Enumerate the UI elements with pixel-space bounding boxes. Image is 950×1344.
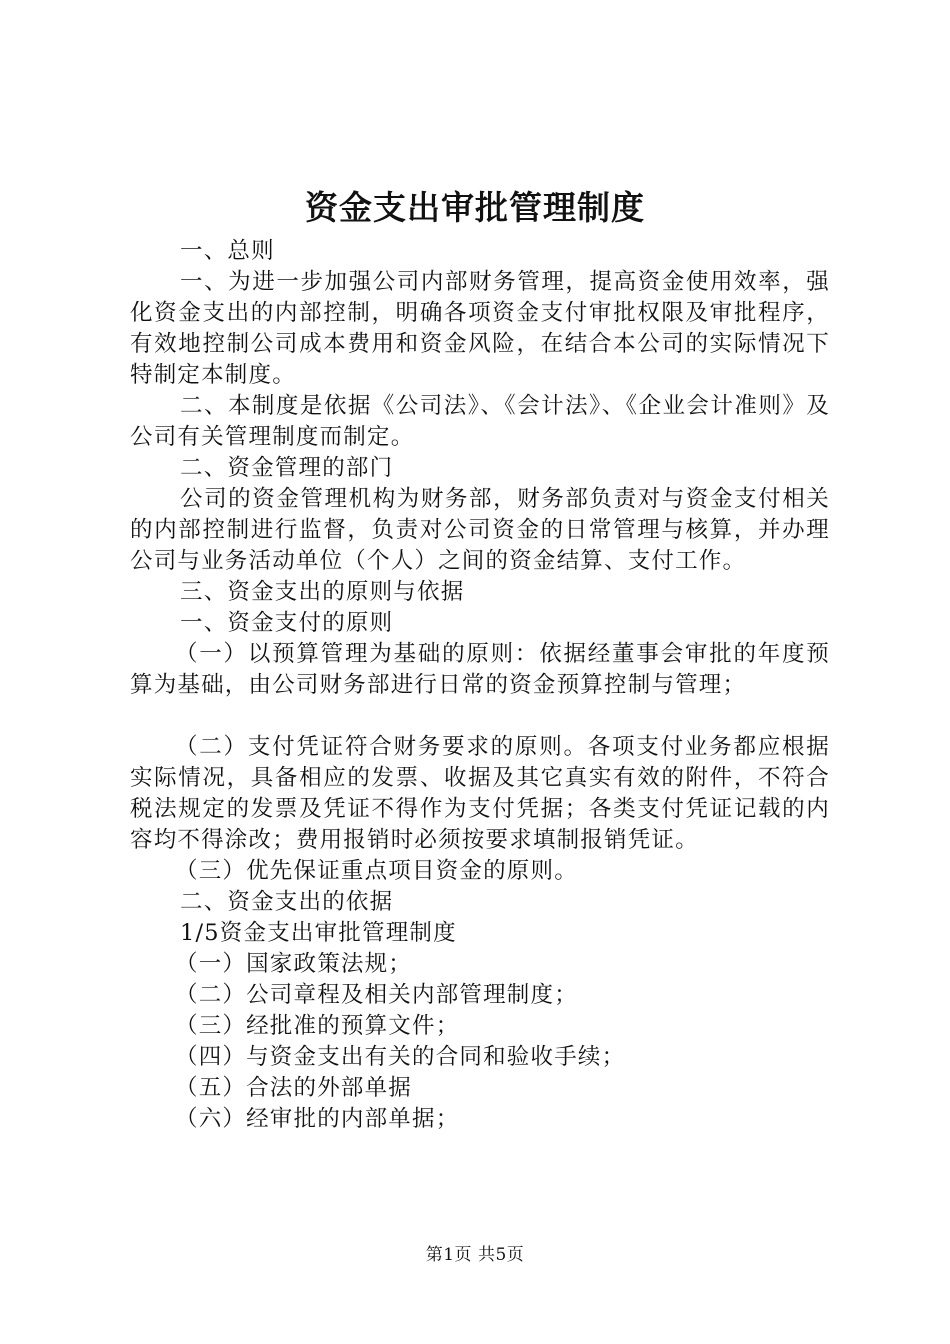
blank-line	[130, 701, 830, 732]
list-item: （二）公司章程及相关内部管理制度；	[175, 982, 578, 1008]
document-title: 资金支出审批管理制度	[305, 188, 645, 227]
document-body	[130, 236, 830, 1135]
section-heading: 一、总则	[180, 238, 275, 264]
paragraph: 二、本制度是依据《公司法》、《会计法》、《企业会计准则》及公司有关管理制度而制定。	[130, 393, 830, 450]
paragraph: （三）优先保证重点项目资金的原则。	[175, 858, 578, 884]
section-heading: 二、资金管理的部门	[180, 455, 394, 481]
paragraph: 一、为进一步加强公司内部财务管理，提高资金使用效率，强化资金支出的内部控制，明确各项资金支付审批权限及审批程序，有效地控制公司成本费用和资金风险，在结合本公司的实际情况下特制定本制度。	[130, 269, 830, 388]
list-item: （一）国家政策法规；	[175, 951, 413, 977]
paragraph: 公司的资金管理机构为财务部，财务部负责对与资金支付相关的内部控制进行监督，负责对公司资金的日常管理与核算，并办理公司与业务活动单位（个人）之间的资金结算、支付工作。	[130, 486, 830, 574]
section-heading: 三、资金支出的原则与依据	[180, 579, 465, 605]
paragraph: 1/5资金支出审批管理制度	[180, 920, 457, 946]
list-item: （六）经审批的内部单据；	[175, 1106, 460, 1132]
paragraph: （一）以预算管理为基础的原则：依据经董事会审批的年度预算为基础，由公司财务部进行日常的资金预算控制与管理；	[130, 641, 830, 698]
list-item: （四）与资金支出有关的合同和验收手续；	[175, 1044, 626, 1070]
subsection-heading: 二、资金支出的依据	[180, 889, 394, 915]
list-item: （五）合法的外部单据	[175, 1075, 413, 1101]
subsection-heading: 一、资金支付的原则	[180, 610, 394, 636]
list-item: （三）经批准的预算文件；	[175, 1013, 460, 1039]
paragraph: （二）支付凭证符合财务要求的原则。各项支付业务都应根据实际情况，具备相应的发票、收据及其它真实有效的附件，不符合税法规定的发票及凭证不得作为支付凭据；各类支付凭证记载的内容均不得涂改；费用报销时必须按要求填制报销凭证。	[130, 734, 830, 853]
page-footer: 第1页 共5页	[425, 1245, 525, 1265]
